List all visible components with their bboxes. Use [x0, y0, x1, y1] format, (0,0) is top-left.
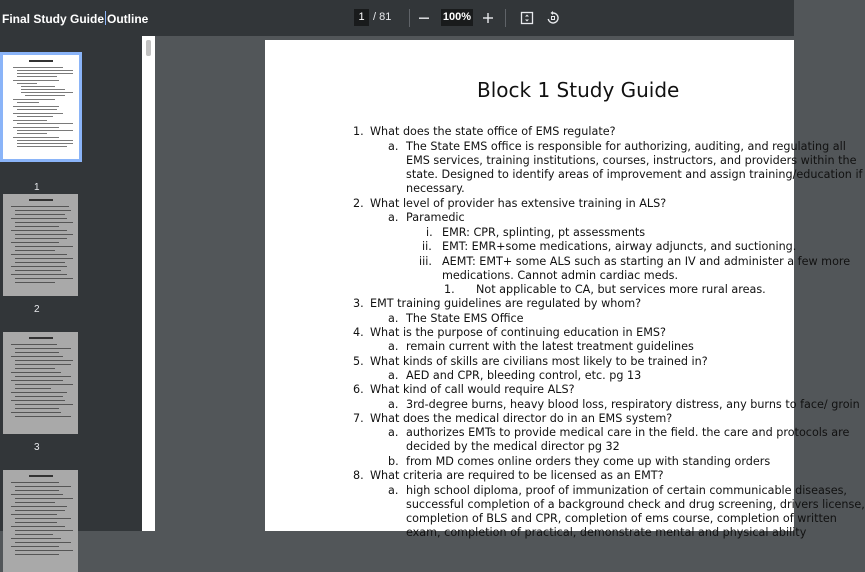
list-number: a. — [388, 312, 399, 325]
list-number: 8. — [353, 469, 364, 482]
rotate-icon — [546, 11, 560, 25]
list-item: EMT training guidelines are regulated by whom? — [370, 297, 642, 310]
list-item: exam, completion of practical, demonstrate mental and physical ability — [406, 526, 807, 539]
list-number: iii. — [419, 255, 432, 268]
sidebar-scrollbar[interactable] — [142, 36, 155, 531]
list-item: EMT: EMR+some medications, airway adjuncts, and suctioning. — [442, 240, 797, 253]
text-cursor — [105, 11, 106, 25]
toolbar-divider — [409, 9, 410, 27]
document-page — [265, 40, 865, 539]
list-item: The State EMS office is responsible for authorizing, auditing, and regulating all — [406, 140, 846, 153]
list-number: 1. — [353, 125, 364, 138]
title-part1: Final Study Guide — [2, 12, 105, 26]
page-number-input[interactable]: 1 — [354, 9, 369, 26]
list-number: 2. — [353, 197, 364, 210]
list-number: b. — [388, 455, 399, 468]
list-item: AED and CPR, bleeding control, etc. pg 13 — [406, 369, 642, 382]
page-total: / 81 — [373, 11, 392, 23]
thumbnail-image — [3, 470, 78, 572]
list-number: a. — [388, 340, 399, 353]
list-number: a. — [388, 484, 399, 497]
thumbnail-image — [0, 52, 82, 162]
list-item: What does the state office of EMS regulate? — [370, 125, 616, 138]
zoom-out-button[interactable] — [414, 8, 434, 28]
list-item: authorizes EMTs to provide medical care in the field. the care and protocols are — [406, 426, 850, 439]
plus-icon — [482, 12, 494, 24]
list-item: What level of provider has extensive training in ALS? — [370, 197, 667, 210]
list-number: 5. — [353, 355, 364, 368]
zoom-input[interactable]: 100% — [441, 9, 473, 26]
list-item: remain current with the latest treatment guidelines — [406, 340, 694, 353]
list-item: The State EMS Office — [406, 312, 524, 325]
list-item: EMS services, training institutions, courses, instructors, and providers within the — [406, 154, 857, 167]
list-item: What kinds of skills are civilians most likely to be trained in? — [370, 355, 708, 368]
title-part2: Outline — [107, 12, 149, 26]
list-number: 7. — [353, 412, 364, 425]
list-item: successful completion of a background check and drug screening, drivers license, — [406, 498, 865, 511]
fit-page-icon — [520, 11, 534, 25]
list-item: high school diploma, proof of immunization of certain communicable diseases, — [406, 484, 847, 497]
list-number: a. — [388, 398, 399, 411]
list-item: What does the medical director do in an EMS system? — [370, 412, 673, 425]
thumbnail-sidebar[interactable] — [0, 36, 142, 531]
list-item: state. Designed to identify areas of improvement and assign training/education if — [406, 168, 863, 181]
list-item: Not applicable to CA, but services more rural areas. — [476, 283, 766, 296]
list-item: 3rd-degree burns, heavy blood loss, respiratory distress, any burns to face/ groin — [406, 398, 860, 411]
zoom-in-button[interactable] — [478, 8, 498, 28]
list-number: a. — [388, 369, 399, 382]
list-number: 6. — [353, 383, 364, 396]
fit-to-page-button[interactable] — [517, 8, 537, 28]
list-item: decided by the medical director pg 32 — [406, 440, 620, 453]
thumbnail-image — [3, 332, 78, 434]
pdf-toolbar — [0, 0, 794, 36]
list-item: AEMT: EMT+ some ALS such as starting an IV and administer a few more — [442, 255, 851, 268]
list-item: What kind of call would require ALS? — [370, 383, 575, 396]
thumbnail-label: 3 — [34, 442, 40, 453]
thumbnail-label: 2 — [34, 304, 40, 315]
list-number: ii. — [422, 240, 432, 253]
list-item: necessary. — [406, 182, 465, 195]
list-item: from MD comes online orders they come up with standing orders — [406, 455, 771, 468]
list-number: a. — [388, 211, 399, 224]
document-title — [2, 11, 148, 26]
list-item: EMR: CPR, splinting, pt assessments — [442, 226, 646, 239]
list-number: 1. — [444, 283, 455, 296]
list-item: medications. Cannot admin cardiac meds. — [442, 269, 679, 282]
toolbar-divider — [505, 9, 506, 27]
list-number: a. — [388, 140, 399, 153]
list-number: a. — [388, 426, 399, 439]
page-title: Block 1 Study Guide — [477, 78, 680, 102]
list-number: i. — [426, 226, 433, 239]
sidebar-scrollbar-thumb[interactable] — [146, 40, 151, 56]
minus-icon — [418, 12, 430, 24]
thumbnail-label: 1 — [34, 182, 40, 193]
list-number: 4. — [353, 326, 364, 339]
thumbnail-image — [3, 194, 78, 296]
list-item: What is the purpose of continuing education in EMS? — [370, 326, 666, 339]
list-item: What criteria are required to be licensed as an EMT? — [370, 469, 664, 482]
list-item: completion of BLS and CPR, completion of ems course, completion of written — [406, 512, 837, 525]
list-number: 3. — [353, 297, 364, 310]
rotate-button[interactable] — [543, 8, 563, 28]
list-item: Paramedic — [406, 211, 465, 224]
